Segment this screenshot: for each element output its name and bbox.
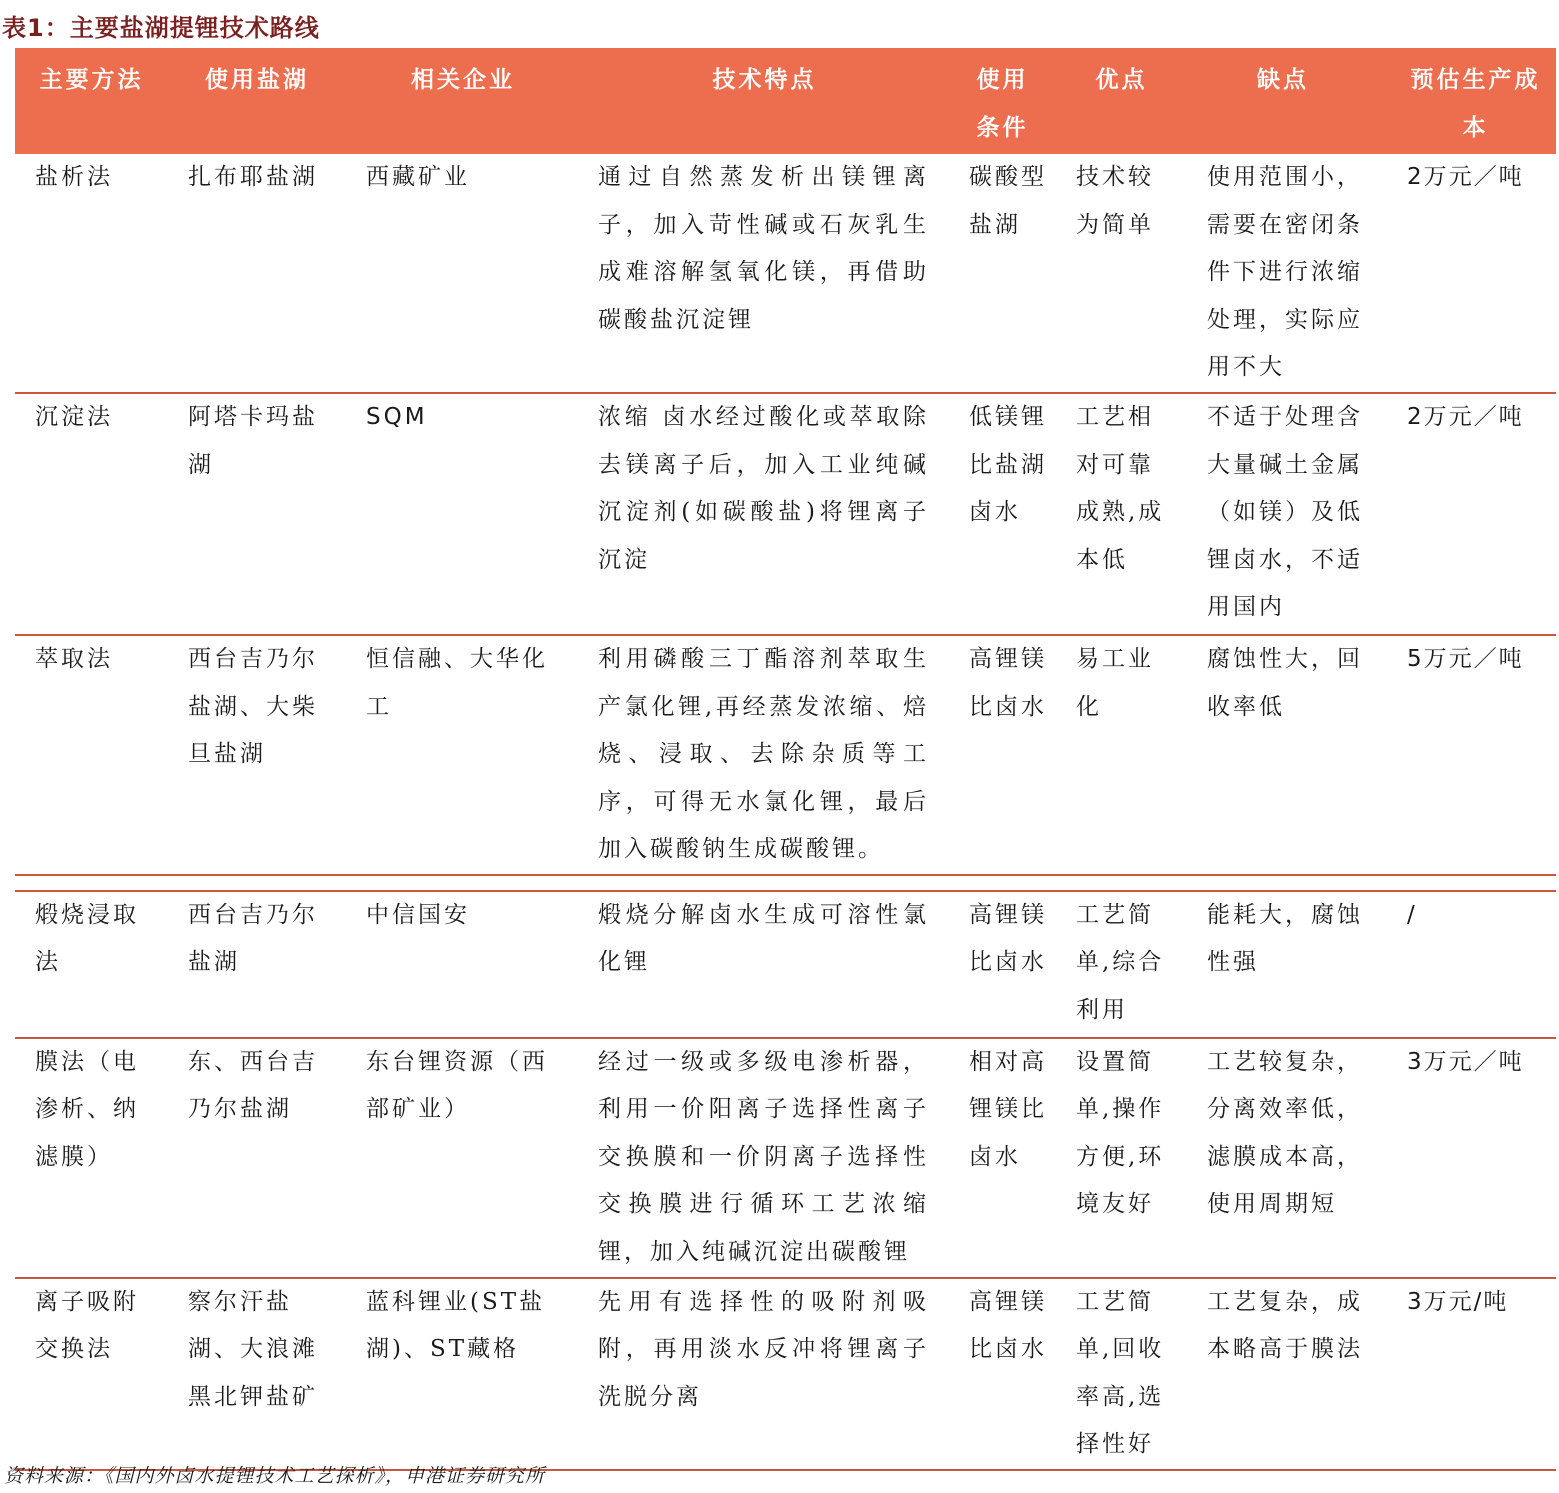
- table-title: 表1：主要盐湖提锂技术路线: [2, 14, 320, 42]
- cell-cost: /: [1379, 891, 1556, 1038]
- cell-condition: 低镁锂比盐湖卤水: [949, 393, 1056, 635]
- cell-condition: 高锂镁比卤水: [949, 891, 1056, 1038]
- cell-method: 膜法（电渗析、纳滤膜）: [15, 1038, 168, 1278]
- cell-condition: 碳酸型盐湖: [949, 154, 1056, 393]
- gap-cell: [15, 875, 1556, 891]
- cell-feature: 经过一级或多级电渗析器，利用一价阳离子选择性离子交换膜和一价阴离子选择性交换膜进行循环工艺浓缩锂，加入纯碱沉淀出碳酸锂: [580, 1038, 949, 1278]
- cell-condition: 高锂镁比卤水: [949, 635, 1056, 875]
- cell-cost: 3万元／吨: [1379, 1038, 1556, 1278]
- cell-cost: 2万元／吨: [1379, 154, 1556, 393]
- table-row: [15, 393, 1556, 635]
- cell-cost: 3万元/吨: [1379, 1278, 1556, 1470]
- source-note: 资料来源：《国内外卤水提锂技术工艺探析》，申港证券研究所: [4, 1465, 546, 1487]
- header-feature: 技术特点: [580, 48, 949, 154]
- cell-cons: 腐蚀性大，回收率低: [1187, 635, 1379, 875]
- lithium-extraction-table: [15, 48, 1556, 1471]
- cell-feature: 煅烧分解卤水生成可溶性氯化锂: [580, 891, 949, 1038]
- cell-lake: 西台吉乃尔盐湖: [168, 891, 346, 1038]
- cell-cost: 5万元／吨: [1379, 635, 1556, 875]
- header-company: 相关企业: [346, 48, 580, 154]
- cell-company: 恒信融、大华化工: [346, 635, 580, 875]
- cell-feature: 通过自然蒸发析出镁锂离子，加入苛性碱或石灰乳生成难溶解氢氧化镁，再借助碳酸盐沉淀锂: [580, 154, 949, 393]
- table-header-row: [15, 48, 1556, 154]
- cell-cons: 不适于处理含大量碱土金属（如镁）及低锂卤水，不适用国内: [1187, 393, 1379, 635]
- table-row: [15, 1278, 1556, 1470]
- cell-company: 蓝科锂业(ST盐湖)、ST藏格: [346, 1278, 580, 1470]
- cell-cons: 能耗大，腐蚀性强: [1187, 891, 1379, 1038]
- cell-pros: 技术较为简单: [1056, 154, 1187, 393]
- cell-method: 盐析法: [15, 154, 168, 393]
- table-row: [15, 154, 1556, 393]
- cell-lake: 西台吉乃尔盐湖、大柴旦盐湖: [168, 635, 346, 875]
- cell-feature: 利用磷酸三丁酯溶剂萃取生产氯化锂,再经蒸发浓缩、焙烧、浸取、去除杂质等工序，可得无水氯化锂，最后加入碳酸钠生成碳酸锂。: [580, 635, 949, 875]
- cell-lake: 察尔汗盐湖、大浪滩黑北钾盐矿: [168, 1278, 346, 1470]
- cell-company: 东台锂资源（西部矿业）: [346, 1038, 580, 1278]
- cell-pros: 易工业化: [1056, 635, 1187, 875]
- cell-pros: 设置简单,操作方便,环境友好: [1056, 1038, 1187, 1278]
- header-pros: 优点: [1056, 48, 1187, 154]
- cell-method: 煅烧浸取法: [15, 891, 168, 1038]
- header-condition: 使用条件: [949, 48, 1056, 154]
- header-cost: 预估生产成本: [1379, 48, 1556, 154]
- cell-pros: 工艺相对可靠成熟,成本低: [1056, 393, 1187, 635]
- cell-method: 沉淀法: [15, 393, 168, 635]
- cell-cons: 工艺复杂，成本略高于膜法: [1187, 1278, 1379, 1470]
- cell-cons: 工艺较复杂，分离效率低，滤膜成本高，使用周期短: [1187, 1038, 1379, 1278]
- table-row: [15, 635, 1556, 875]
- cell-method: 萃取法: [15, 635, 168, 875]
- cell-company: 中信国安: [346, 891, 580, 1038]
- cell-method: 离子吸附交换法: [15, 1278, 168, 1470]
- cell-company: 西藏矿业: [346, 154, 580, 393]
- cell-company: SQM: [346, 393, 580, 635]
- header-cons: 缺点: [1187, 48, 1379, 154]
- cell-lake: 扎布耶盐湖: [168, 154, 346, 393]
- cell-pros: 工艺简单,回收率高,选择性好: [1056, 1278, 1187, 1470]
- table-page-gap: [15, 875, 1556, 891]
- cell-feature: 先用有选择性的吸附剂吸附，再用淡水反冲将锂离子洗脱分离: [580, 1278, 949, 1470]
- cell-feature: 浓缩 卤水经过酸化或萃取除去镁离子后，加入工业纯碱沉淀剂(如碳酸盐)将锂离子沉淀: [580, 393, 949, 635]
- cell-lake: 阿塔卡玛盐湖: [168, 393, 346, 635]
- cell-lake: 东、西台吉乃尔盐湖: [168, 1038, 346, 1278]
- cell-condition: 相对高锂镁比卤水: [949, 1038, 1056, 1278]
- table-row: [15, 891, 1556, 1038]
- cell-cost: 2万元／吨: [1379, 393, 1556, 635]
- cell-condition: 高锂镁比卤水: [949, 1278, 1056, 1470]
- cell-cons: 使用范围小，需要在密闭条件下进行浓缩处理，实际应用不大: [1187, 154, 1379, 393]
- header-lake: 使用盐湖: [168, 48, 346, 154]
- cell-pros: 工艺简单,综合利用: [1056, 891, 1187, 1038]
- table-row: [15, 1038, 1556, 1278]
- header-method: 主要方法: [15, 48, 168, 154]
